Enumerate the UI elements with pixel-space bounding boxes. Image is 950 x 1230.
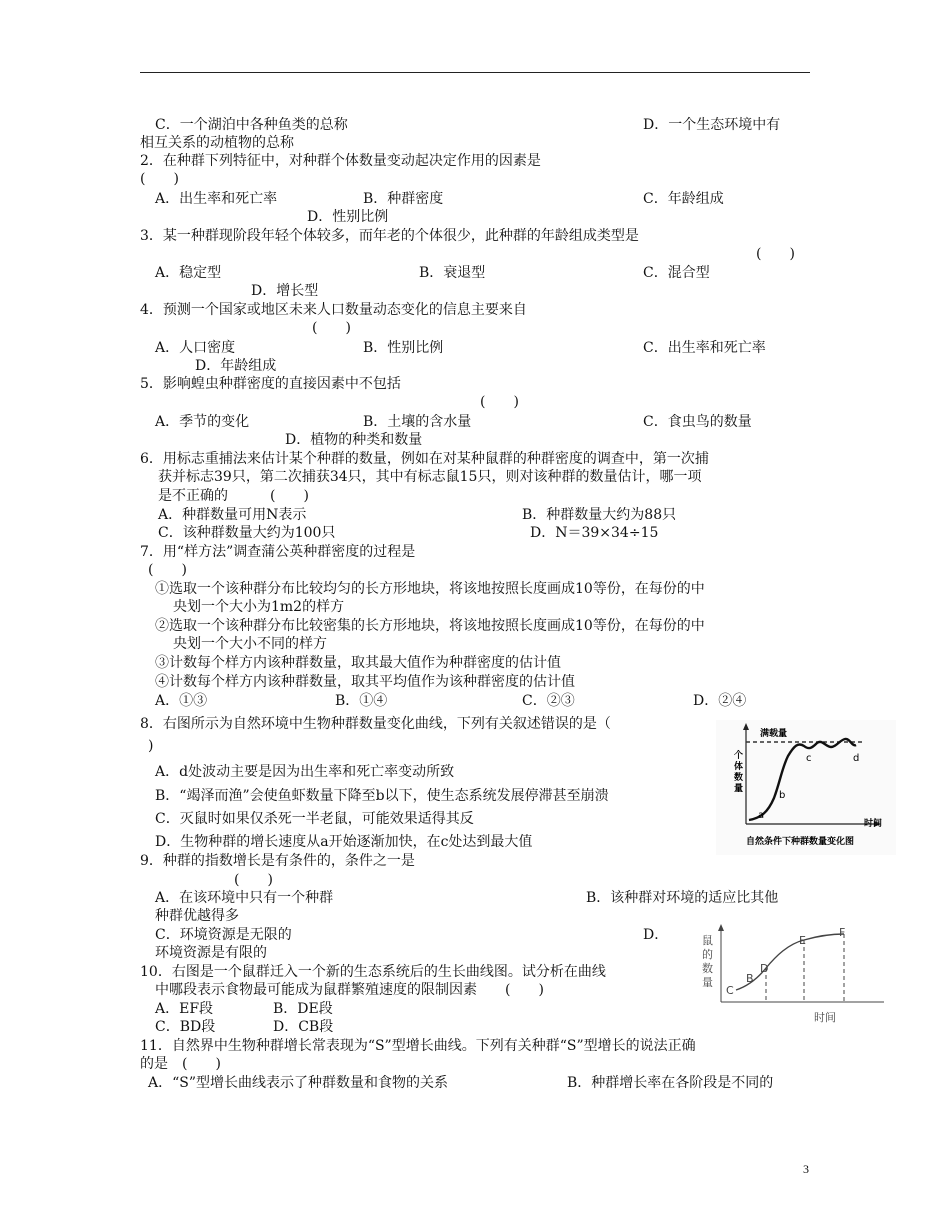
text-line: D．生物种群的增长速度从a开始逐渐加快，在c处达到最大值	[155, 834, 533, 850]
text-line: 5．影响蝗虫种群密度的直接因素中不包括	[140, 376, 401, 392]
text-line: 9．种群的指数增长是有条件的，条件之一是	[140, 853, 415, 869]
text-line: D．植物的种类和数量	[285, 432, 423, 448]
text-line: A．出生率和死亡率	[155, 191, 278, 207]
text-line: ( )	[312, 320, 351, 336]
text-line: A．EF段	[155, 1001, 214, 1017]
text-line: ③计数每个样方内该种群数量，取其最大值作为种群密度的估计值	[155, 655, 561, 671]
y-axis-label-3: 数	[702, 962, 713, 975]
text-line: D．	[643, 927, 669, 943]
text-line: D．年龄组成	[195, 358, 277, 374]
text-line: B．“竭泽而渔”会使鱼虾数量下降至b以下，使生态系统发展停滞甚至崩溃	[155, 788, 609, 804]
text-line: C．出生率和死亡率	[643, 340, 766, 356]
figure-caption: 自然条件下种群数量变化图	[746, 837, 855, 847]
text-line: 8．右图所示为自然环境中生物种群数量变化曲线，下列有关叙述错误的是（	[140, 716, 611, 732]
point-f-label: F	[839, 926, 846, 939]
y-axis-label-2: 的	[702, 948, 713, 961]
text-line: B．种群密度	[363, 191, 444, 207]
point-d-label: d	[853, 753, 860, 764]
mouse-growth-figure	[696, 922, 886, 1027]
y-axis-label-4: 量	[702, 976, 713, 989]
population-curve-figure	[716, 720, 896, 855]
text-line: 央划一个大小不同的样方	[173, 636, 327, 652]
text-line: 的是 ( )	[140, 1056, 221, 1072]
text-line: B．性别比例	[363, 340, 444, 356]
text-line: C．灭鼠时如果仅杀死一半老鼠，可能效果适得其反	[155, 811, 474, 827]
text-line: 10．右图是一个鼠群迁入一个新的生态系统后的生长曲线图。试分析在曲线	[140, 964, 606, 980]
text-line: 3．某一种群现阶段年轻个体较多，而年老的个体很少，此种群的年龄组成类型是	[140, 228, 639, 244]
x-axis-label: 时间	[814, 1011, 836, 1024]
text-line: 获并标志39只，第二次捕获34只，其中有标志鼠15只，则对该种群的数量估计，哪一项	[158, 469, 702, 485]
y-axis-label-4: 量	[734, 784, 744, 794]
text-line: B．①④	[335, 693, 388, 709]
text-line: C．BD段	[155, 1019, 216, 1035]
text-line: C．食虫鸟的数量	[643, 414, 752, 430]
text-line: 种群优越得多	[155, 908, 239, 924]
text-line: A．“S”型增长曲线表示了种群数量和食物的关系	[148, 1075, 449, 1091]
text-line: ②选取一个该种群分布比较密集的长方形地块，将该地按照长度画成10等份，在每份的中	[155, 618, 705, 634]
capacity-label: 满载量	[760, 729, 788, 739]
y-axis-label-3: 数	[734, 773, 744, 783]
text-line: A．人口密度	[155, 340, 236, 356]
text-line: B．土壤的含水量	[363, 414, 472, 430]
text-line: A．稳定型	[155, 265, 222, 281]
text-line: 2．在种群下列特征中，对种群个体数量变动起决定作用的因素是	[140, 153, 541, 169]
text-line: 11．自然界中生物种群增长常表现为“S”型增长曲线。下列有关种群“S”型增长的说法正确	[140, 1038, 696, 1054]
text-line: D．N＝39×34÷15	[530, 525, 659, 541]
text-line: ①选取一个该种群分布比较均匀的长方形地块，将该地按照长度画成10等份，在每份的中	[155, 581, 705, 597]
point-d-label: D	[760, 962, 769, 975]
text-line: B．该种群对环境的适应比其他	[586, 890, 779, 906]
text-line: C．一个湖泊中各种鱼类的总称	[155, 117, 348, 133]
text-line: C．年龄组成	[643, 191, 724, 207]
text-line: 是不正确的 ( )	[158, 488, 309, 504]
text-line: ( )	[140, 171, 179, 187]
y-axis-arrow	[718, 924, 724, 931]
point-c-label: c	[806, 753, 812, 764]
text-line: C．②③	[522, 693, 575, 709]
header-rule	[140, 72, 810, 73]
point-c-label: C	[726, 984, 734, 997]
text-line: 央划一个大小为1m2的样方	[173, 599, 345, 615]
text-line: ( )	[480, 394, 519, 410]
point-a-label: a	[758, 810, 765, 821]
text-line: 中哪段表示食物最可能成为鼠群繁殖速度的限制因素 ( )	[155, 982, 544, 998]
text-line: D．CB段	[273, 1019, 334, 1035]
y-axis-label-2: 体	[734, 762, 744, 772]
text-line: C．混合型	[643, 265, 710, 281]
text-line: 6．用标志重捕法来估计某个种群的数量，例如在对某种鼠群的种群密度的调查中，第一次捕	[140, 451, 709, 467]
text-line: 4．预测一个国家或地区未来人口数量动态变化的信息主要来自	[140, 302, 527, 318]
text-line: A．在该环境中只有一个种群	[155, 890, 334, 906]
text-line: ( )	[756, 246, 795, 262]
text-line: ( )	[234, 872, 273, 888]
y-axis-label-1: 鼠	[702, 934, 713, 947]
text-line: A．①③	[155, 693, 208, 709]
text-line: D．增长型	[251, 283, 319, 299]
point-b-label: B	[746, 972, 754, 985]
y-axis-label-1: 个	[734, 751, 744, 761]
text-line: B．种群数量大约为88只	[522, 507, 677, 523]
text-line: A．季节的变化	[155, 414, 250, 430]
text-line: D．性别比例	[307, 209, 389, 225]
text-line: B．衰退型	[419, 265, 486, 281]
text-line: C．该种群数量大约为100只	[158, 525, 336, 541]
text-line: )	[148, 738, 154, 754]
text-line: ④计数每个样方内该种群数量，取其平均值作为该种群密度的估计值	[155, 674, 575, 690]
text-line: A．d处波动主要是因为出生率和死亡率变动所致	[155, 764, 455, 780]
text-line: 7．用“样方法”调查蒲公英种群密度的过程是	[140, 544, 416, 560]
point-b-label: b	[779, 790, 786, 801]
text-line: ( )	[148, 562, 187, 578]
text-line: B．DE段	[273, 1001, 333, 1017]
text-line: 相互关系的动植物的总称	[140, 135, 294, 151]
page-number: 3	[803, 1162, 809, 1176]
text-line: 环境资源是有限的	[155, 945, 267, 961]
text-line: D．一个生态环境中有	[643, 117, 781, 133]
text-line: B．种群增长率在各阶段是不同的	[567, 1075, 774, 1091]
text-line: A．种群数量可用N表示	[158, 507, 307, 523]
x-axis-label: 时间	[864, 819, 883, 829]
text-line: D．②④	[693, 693, 747, 709]
point-e-label: E	[799, 934, 806, 947]
text-line: C．环境资源是无限的	[155, 927, 292, 943]
